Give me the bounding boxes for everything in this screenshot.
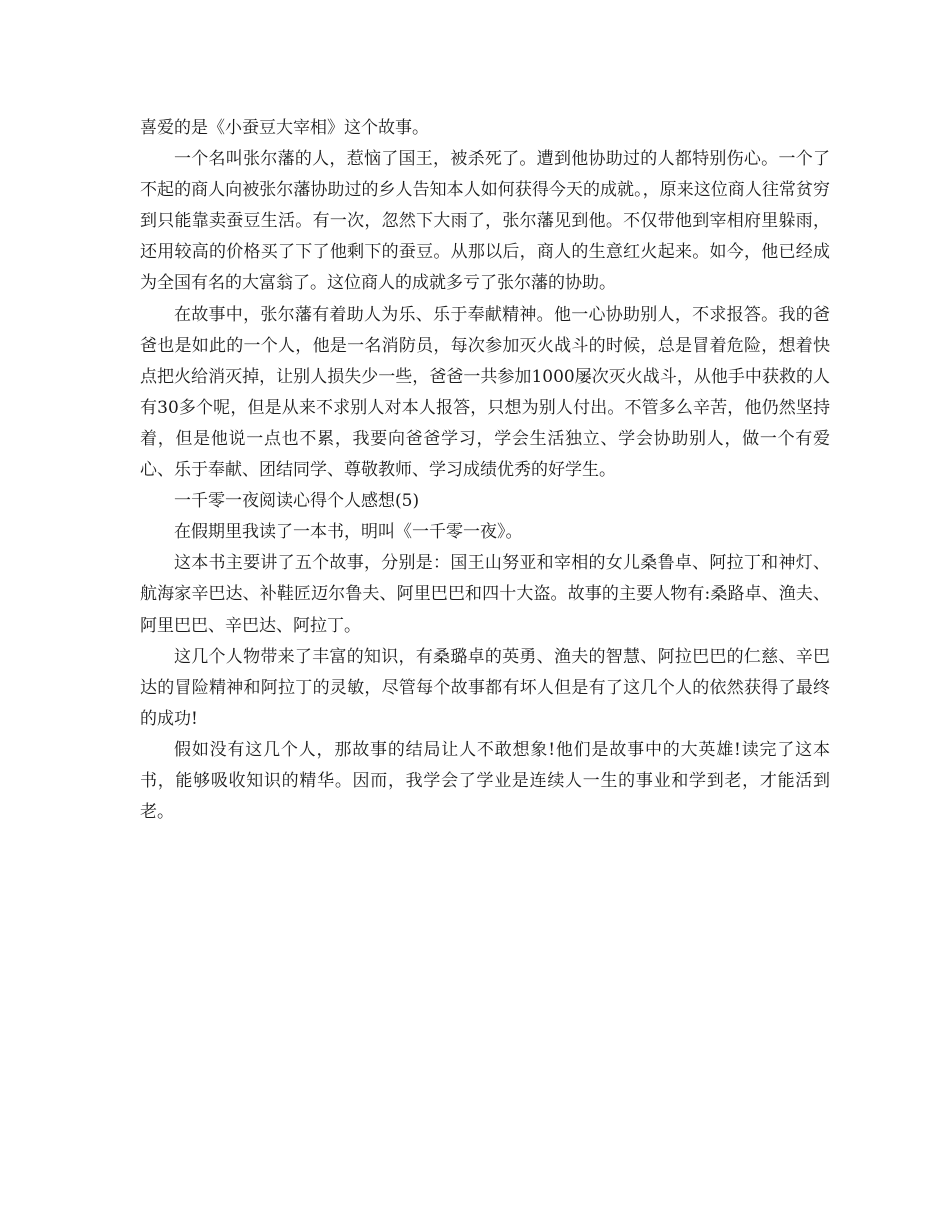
paragraph-story-intro: 喜爱的是《小蚕豆大宰相》这个故事。 — [140, 118, 429, 138]
paragraph-five-stories: 这本书主要讲了五个故事，分别是：国王山努亚和宰相的女儿桑鲁卓、阿拉丁和神灯、航海家辛巴达、补鞋匠迈尔鲁夫、阿里巴巴和四十大盗。故事的主要人物有:桑路卓、渔夫、阿里巴巴、辛巴达、阿拉丁。 — [140, 553, 830, 636]
section-heading: 一千零一夜阅读心得个人感想(5) — [174, 491, 420, 512]
paragraph-read-book: 在假期里我读了一本书，明叫《一千零一夜》。 — [174, 522, 523, 543]
paragraph-conclusion: 假如没有这几个人，那故事的结局让人不敢想象!他们是故事中的大英雄!读完了这本书，能够吸收知识的精华。因而，我学会了学业是连续人一生的事业和学到老，才能活到老。 — [140, 739, 830, 823]
paragraph-characters-traits: 这几个人物带来了丰富的知识，有桑璐卓的英勇、渔夫的智慧、阿拉巴巴的仁慈、辛巴达的冒险精神和阿拉丁的灵敏，尽管每个故事都有坏人但是有了这几个人的依然获得了最终的成功! — [140, 646, 830, 729]
paragraph-father-firefighter: 在故事中，张尔藩有着助人为乐、乐于奉献精神。他一心协助别人，不求报答。我的爸爸也是如此的一个人，他是一名消防员，每次参加灭火战斗的时候，总是冒着危险，想着快点把火给消灭掉，让别人损失少一些，爸爸一共参加1000屡次灭火战斗，从他手中获救的人有30多个呢，但是从来不求别人对本人报答，只想为别人付出。不管多么辛苦，他仍然坚持着，但是他说一点也不累，我要向爸爸学习，学会生活独立、学会协助别人，做一个有爱心、乐于奉献、团结同学、尊敬教师、学习成绩优秀的好学生。 — [140, 304, 830, 481]
paragraph-zhang-erfan-story: 一个名叫张尔藩的人，惹恼了国王，被杀死了。遭到他协助过的人都特别伤心。一个了不起的商人向被张尔藩协助过的乡人告知本人如何获得今天的成就。，原来这位商人往常贫穷到只能靠卖蚕豆生活。有一次，忽然下大雨了，张尔藩见到他。不仅带他到宰相府里躲雨，还用较高的价格买了下了他剩下的蚕豆。从那以后，商人的生意红火起来。如今，他已经成为全国有名的大富翁了。这位商人的成就多亏了张尔藩的协助。 — [140, 149, 830, 294]
document-body — [140, 113, 830, 828]
